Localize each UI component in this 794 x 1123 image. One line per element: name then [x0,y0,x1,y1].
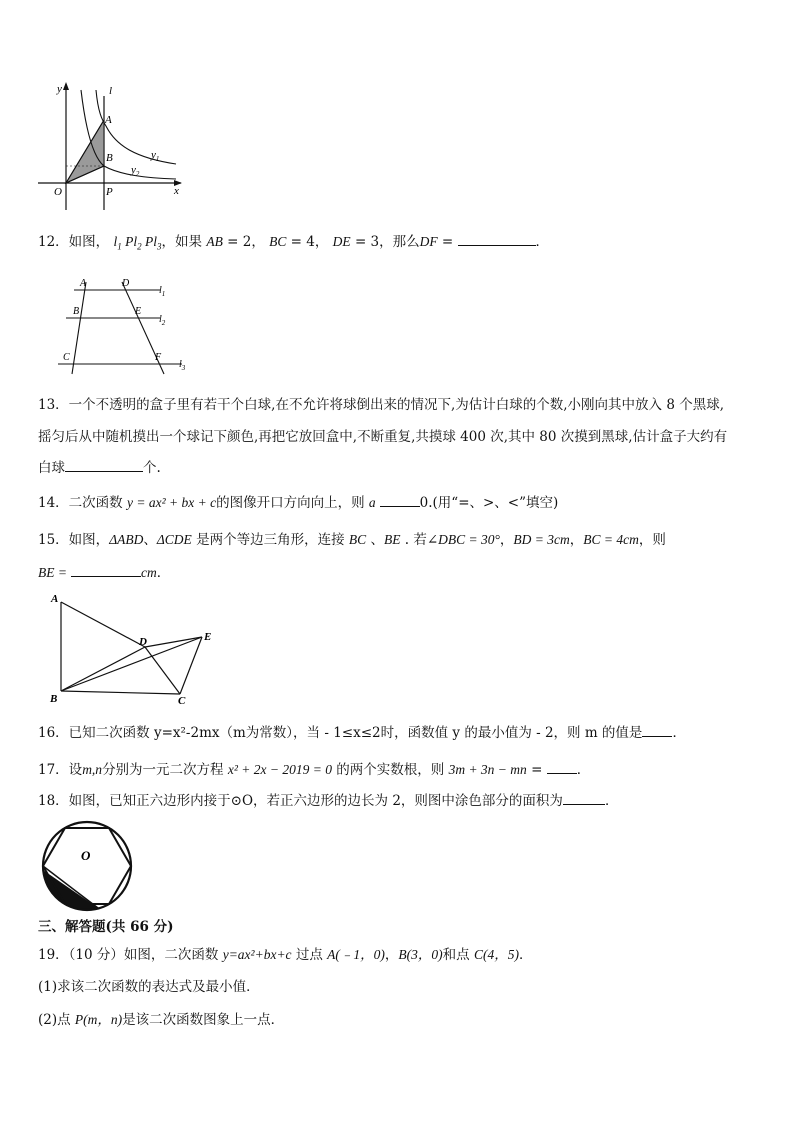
label-x-axis: x [174,185,179,197]
label-y1: $y_1$ [151,149,160,163]
label-y2: $y_2$ [131,164,140,178]
label-B: B [106,152,113,164]
answer-blank-17[interactable] [547,759,577,774]
figure-q12-parallel-lines [52,278,192,376]
label-E: E [135,306,142,317]
label-C: C [178,695,186,705]
question-12: 12．如图， $l_1$ $Pl_2$ $Pl_3$，如果 AB = 2， BC = 4， DE = 3，那么DF = ． [38,231,549,257]
answer-blank-18[interactable] [563,790,605,805]
question-19-part-2: (2)点 P(m，n)是该二次函数图象上一点． [38,1012,285,1028]
answer-blank-16[interactable] [642,722,672,737]
answer-blank-12[interactable] [458,231,536,246]
label-P: P [106,186,113,198]
label-y-axis: y [57,83,62,95]
section-3-title: 三、解答题(共 66 分) [38,919,174,935]
label-C: C [63,352,70,363]
label-l3: $l_3$ [179,359,186,372]
question-18: 18．如图，已知正六边形内接于⊙O，若正六边形的边长为 2，则图中涂色部分的面积为 ． [38,790,618,811]
question-19: 19．（10 分）如图，二次函数 y=ax²+bx+c 过点 A(﹣1，0)，B(3，0)和点 C(4，5)． [38,947,533,963]
question-13-line-1: 13．一个不透明的盒子里有若干个白球,在不允许将球倒出来的情况下,为估计白球的个数,小刚向其中放入 8 个黑球, [38,397,725,413]
question-15-line-1: 15．如图，ΔABD、ΔCDE 是两个等边三角形，连接 BC 、BE . 若∠DBC = 30°，BD = 3cm，BC = 4cm，则 [38,532,666,548]
label-l: l [109,85,113,97]
figure-q18-hexagon-circle [38,820,136,912]
label-l1: $l_1$ [159,285,166,298]
answer-blank-15[interactable] [71,562,141,577]
label-A: A [51,593,59,605]
question-13-line-3: 白球 个. [38,457,161,478]
label-D: D [139,636,147,648]
question-14: 14．二次函数 y = ax² + bx + c的图像开口方向向上，则 a 0.(用“=、>、<”填空) [38,492,558,513]
figure-q15-triangles [44,590,224,705]
question-15-line-2: BE = cm． [38,562,170,583]
label-A: A [105,114,112,126]
question-13-line-2: 摇匀后从中随机摸出一个球记下颜色,再把它放回盒中,不断重复,共摸球 400 次,其中 80 次摸到黑球,估计盒子大约有 [38,429,728,445]
question-17: 17．设m,n分别为一元二次方程 x² + 2x − 2019 = 0 的两个实数根，则 3m + 3n − mn = ． [38,759,590,780]
label-B: B [50,693,58,705]
label-F: F [155,352,162,363]
label-O: O [54,186,62,198]
question-16: 16．已知二次函数 y=x²-2mx（m为常数），当 - 1≤x≤2时，函数值 y 的最小值为 - 2，则 m 的值是 ． [38,722,686,743]
label-l2: $l_2$ [159,314,166,327]
label-A: A [80,278,87,289]
answer-blank-13[interactable] [65,457,143,472]
answer-blank-14[interactable] [380,492,420,507]
label-D: D [122,278,130,289]
label-E: E [204,631,212,643]
question-19-part-1: (1)求该二次函数的表达式及最小值． [38,979,260,995]
label-center-O: O [81,848,91,863]
figure-q11-graph [36,82,186,214]
label-B: B [73,306,80,317]
